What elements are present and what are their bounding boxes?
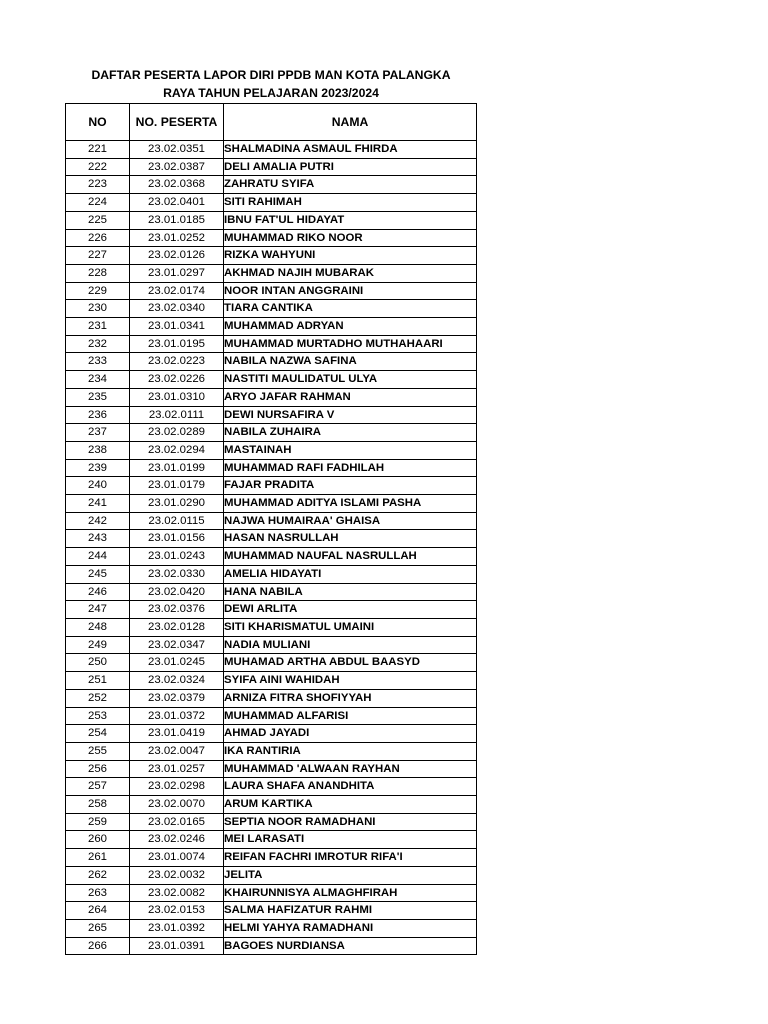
cell-nama: SALMA HAFIZATUR RAHMI	[224, 902, 477, 920]
cell-no-peserta: 23.01.0245	[130, 654, 224, 672]
cell-nama: HASAN NASRULLAH	[224, 530, 477, 548]
table-row	[66, 618, 477, 636]
table-row	[66, 282, 477, 300]
header-no: NO	[66, 104, 130, 141]
cell-no-peserta: 23.02.0126	[130, 247, 224, 265]
cell-no-peserta: 23.02.0070	[130, 796, 224, 814]
cell-no-peserta: 23.02.0368	[130, 176, 224, 194]
cell-nama: HELMI YAHYA RAMADHANI	[224, 919, 477, 937]
cell-nama: IBNU FAT'UL HIDAYAT	[224, 211, 477, 229]
cell-no-peserta: 23.02.0174	[130, 282, 224, 300]
cell-no: 242	[66, 512, 130, 530]
cell-no-peserta: 23.01.0257	[130, 760, 224, 778]
cell-no-peserta: 23.01.0243	[130, 548, 224, 566]
table-row	[66, 565, 477, 583]
cell-nama: KHAIRUNNISYA ALMAGHFIRAH	[224, 884, 477, 902]
cell-no-peserta: 23.02.0047	[130, 742, 224, 760]
cell-no-peserta: 23.01.0195	[130, 335, 224, 353]
cell-nama: NOOR INTAN ANGGRAINI	[224, 282, 477, 300]
cell-nama: DEWI ARLITA	[224, 601, 477, 619]
table-row	[66, 406, 477, 424]
cell-no-peserta: 23.01.0156	[130, 530, 224, 548]
table-row	[66, 176, 477, 194]
table-row	[66, 760, 477, 778]
cell-nama: NABILA ZUHAIRA	[224, 424, 477, 442]
cell-no: 264	[66, 902, 130, 920]
cell-no-peserta: 23.02.0246	[130, 831, 224, 849]
cell-no: 253	[66, 707, 130, 725]
cell-nama: MUHAMMAD NAUFAL NASRULLAH	[224, 548, 477, 566]
cell-no-peserta: 23.02.0128	[130, 618, 224, 636]
cell-no-peserta: 23.02.0115	[130, 512, 224, 530]
cell-nama: BAGOES NURDIANSA	[224, 937, 477, 955]
table-row	[66, 158, 477, 176]
table-row	[66, 902, 477, 920]
cell-no-peserta: 23.01.0372	[130, 707, 224, 725]
cell-no: 257	[66, 778, 130, 796]
table-body	[66, 141, 477, 955]
table-row	[66, 247, 477, 265]
cell-nama: TIARA CANTIKA	[224, 300, 477, 318]
table-row	[66, 424, 477, 442]
table-row	[66, 530, 477, 548]
title-line-2: RAYA TAHUN PELAJARAN 2023/2024	[163, 86, 379, 100]
cell-nama: DELI AMALIA PUTRI	[224, 158, 477, 176]
table-row	[66, 778, 477, 796]
table-row	[66, 796, 477, 814]
cell-no: 245	[66, 565, 130, 583]
cell-nama: MUHAMMAD ADRYAN	[224, 318, 477, 336]
cell-nama: MUHAMMAD RIKO NOOR	[224, 229, 477, 247]
cell-no: 225	[66, 211, 130, 229]
cell-no-peserta: 23.02.0330	[130, 565, 224, 583]
cell-no-peserta: 23.02.0223	[130, 353, 224, 371]
cell-no: 258	[66, 796, 130, 814]
table-header-row	[66, 104, 477, 141]
cell-nama: HANA NABILA	[224, 583, 477, 601]
table-row	[66, 583, 477, 601]
cell-nama: MUHAMMAD ADITYA ISLAMI PASHA	[224, 495, 477, 513]
cell-no-peserta: 23.01.0074	[130, 849, 224, 867]
table-row	[66, 742, 477, 760]
table-row	[66, 601, 477, 619]
cell-no-peserta: 23.02.0420	[130, 583, 224, 601]
cell-no-peserta: 23.02.0387	[130, 158, 224, 176]
table-row	[66, 441, 477, 459]
cell-no: 230	[66, 300, 130, 318]
cell-no-peserta: 23.01.0185	[130, 211, 224, 229]
participant-table	[65, 103, 477, 955]
table-row	[66, 300, 477, 318]
table-row	[66, 229, 477, 247]
table-row	[66, 211, 477, 229]
cell-no: 224	[66, 194, 130, 212]
cell-no-peserta: 23.02.0226	[130, 371, 224, 389]
title-line-1: DAFTAR PESERTA LAPOR DIRI PPDB MAN KOTA PALANGKA	[91, 68, 451, 82]
cell-no-peserta: 23.02.0401	[130, 194, 224, 212]
cell-no: 234	[66, 371, 130, 389]
cell-nama: ARNIZA FITRA SHOFIYYAH	[224, 689, 477, 707]
table-row	[66, 388, 477, 406]
cell-no-peserta: 23.02.0376	[130, 601, 224, 619]
cell-nama: MUHAMMAD RAFI FADHILAH	[224, 459, 477, 477]
cell-nama: ARYO JAFAR RAHMAN	[224, 388, 477, 406]
cell-nama: NABILA NAZWA SAFINA	[224, 353, 477, 371]
cell-nama: MUHAMMAD ALFARISI	[224, 707, 477, 725]
cell-no: 249	[66, 636, 130, 654]
cell-nama: MUHAMMAD 'ALWAAN RAYHAN	[224, 760, 477, 778]
cell-nama: RIZKA WAHYUNI	[224, 247, 477, 265]
cell-nama: ZAHRATU SYIFA	[224, 176, 477, 194]
cell-no: 266	[66, 937, 130, 955]
cell-no: 223	[66, 176, 130, 194]
cell-no-peserta: 23.02.0379	[130, 689, 224, 707]
cell-nama: AKHMAD NAJIH MUBARAK	[224, 264, 477, 282]
table-row	[66, 849, 477, 867]
cell-no: 231	[66, 318, 130, 336]
cell-no: 229	[66, 282, 130, 300]
cell-no-peserta: 23.02.0340	[130, 300, 224, 318]
table-row	[66, 335, 477, 353]
table-row	[66, 707, 477, 725]
cell-no: 262	[66, 866, 130, 884]
cell-no-peserta: 23.02.0324	[130, 672, 224, 690]
cell-no-peserta: 23.02.0294	[130, 441, 224, 459]
table-row	[66, 672, 477, 690]
cell-nama: SYIFA AINI WAHIDAH	[224, 672, 477, 690]
table-row	[66, 813, 477, 831]
table-row	[66, 919, 477, 937]
table-row	[66, 495, 477, 513]
cell-no: 235	[66, 388, 130, 406]
cell-no: 252	[66, 689, 130, 707]
cell-no: 243	[66, 530, 130, 548]
cell-no-peserta: 23.02.0153	[130, 902, 224, 920]
cell-nama: MEI LARASATI	[224, 831, 477, 849]
table-row	[66, 654, 477, 672]
table-row	[66, 725, 477, 743]
cell-no: 238	[66, 441, 130, 459]
cell-no: 240	[66, 477, 130, 495]
cell-nama: NAJWA HUMAIRAA' GHAISA	[224, 512, 477, 530]
cell-no: 222	[66, 158, 130, 176]
cell-no: 228	[66, 264, 130, 282]
cell-no: 221	[66, 141, 130, 159]
header-nama: NAMA	[224, 104, 477, 141]
cell-nama: MUHAMMAD MURTADHO MUTHAHAARI	[224, 335, 477, 353]
cell-no: 244	[66, 548, 130, 566]
table-row	[66, 866, 477, 884]
header-no-peserta: NO. PESERTA	[130, 104, 224, 141]
cell-no: 261	[66, 849, 130, 867]
cell-no: 227	[66, 247, 130, 265]
cell-no: 247	[66, 601, 130, 619]
cell-nama: ARUM KARTIKA	[224, 796, 477, 814]
cell-no-peserta: 23.01.0297	[130, 264, 224, 282]
cell-nama: NADIA MULIANI	[224, 636, 477, 654]
cell-no: 254	[66, 725, 130, 743]
cell-no-peserta: 23.02.0082	[130, 884, 224, 902]
cell-no-peserta: 23.02.0347	[130, 636, 224, 654]
cell-no-peserta: 23.01.0199	[130, 459, 224, 477]
cell-no-peserta: 23.01.0290	[130, 495, 224, 513]
cell-nama: SITI RAHIMAH	[224, 194, 477, 212]
cell-no: 232	[66, 335, 130, 353]
table-row	[66, 689, 477, 707]
cell-nama: AMELIA HIDAYATI	[224, 565, 477, 583]
table-row	[66, 371, 477, 389]
cell-nama: DEWI NURSAFIRA V	[224, 406, 477, 424]
table-row	[66, 141, 477, 159]
cell-nama: JELITA	[224, 866, 477, 884]
cell-nama: SEPTIA NOOR RAMADHANI	[224, 813, 477, 831]
cell-nama: REIFAN FACHRI IMROTUR RIFA'I	[224, 849, 477, 867]
cell-nama: SITI KHARISMATUL UMAINI	[224, 618, 477, 636]
cell-nama: IKA RANTIRIA	[224, 742, 477, 760]
cell-no-peserta: 23.02.0298	[130, 778, 224, 796]
cell-nama: LAURA SHAFA ANANDHITA	[224, 778, 477, 796]
cell-no-peserta: 23.01.0419	[130, 725, 224, 743]
cell-no-peserta: 23.02.0032	[130, 866, 224, 884]
table-row	[66, 459, 477, 477]
table-row	[66, 353, 477, 371]
cell-no-peserta: 23.01.0179	[130, 477, 224, 495]
cell-no: 256	[66, 760, 130, 778]
cell-no-peserta: 23.02.0351	[130, 141, 224, 159]
table-row	[66, 831, 477, 849]
cell-no-peserta: 23.01.0310	[130, 388, 224, 406]
cell-no: 237	[66, 424, 130, 442]
cell-no: 251	[66, 672, 130, 690]
cell-no: 250	[66, 654, 130, 672]
cell-nama: AHMAD JAYADI	[224, 725, 477, 743]
cell-no: 246	[66, 583, 130, 601]
cell-no: 239	[66, 459, 130, 477]
cell-nama: NASTITI MAULIDATUL ULYA	[224, 371, 477, 389]
cell-no-peserta: 23.01.0252	[130, 229, 224, 247]
cell-no: 255	[66, 742, 130, 760]
table-row	[66, 318, 477, 336]
cell-no: 233	[66, 353, 130, 371]
cell-no: 265	[66, 919, 130, 937]
cell-nama: SHALMADINA ASMAUL FHIRDA	[224, 141, 477, 159]
cell-no-peserta: 23.01.0341	[130, 318, 224, 336]
cell-no: 259	[66, 813, 130, 831]
cell-no: 226	[66, 229, 130, 247]
cell-no: 248	[66, 618, 130, 636]
table-row	[66, 477, 477, 495]
cell-nama: MUHAMAD ARTHA ABDUL BAASYD	[224, 654, 477, 672]
table-row	[66, 636, 477, 654]
cell-no: 260	[66, 831, 130, 849]
cell-no-peserta: 23.02.0289	[130, 424, 224, 442]
cell-no-peserta: 23.01.0392	[130, 919, 224, 937]
table-row	[66, 884, 477, 902]
cell-no: 236	[66, 406, 130, 424]
table-row	[66, 548, 477, 566]
cell-no-peserta: 23.02.0165	[130, 813, 224, 831]
cell-no: 263	[66, 884, 130, 902]
cell-nama: FAJAR PRADITA	[224, 477, 477, 495]
cell-nama: MASTAINAH	[224, 441, 477, 459]
cell-no-peserta: 23.01.0391	[130, 937, 224, 955]
cell-no: 241	[66, 495, 130, 513]
page-title	[66, 66, 476, 102]
table-row	[66, 512, 477, 530]
table-row	[66, 937, 477, 955]
cell-no-peserta: 23.02.0111	[130, 406, 224, 424]
table-row	[66, 264, 477, 282]
table-row	[66, 194, 477, 212]
